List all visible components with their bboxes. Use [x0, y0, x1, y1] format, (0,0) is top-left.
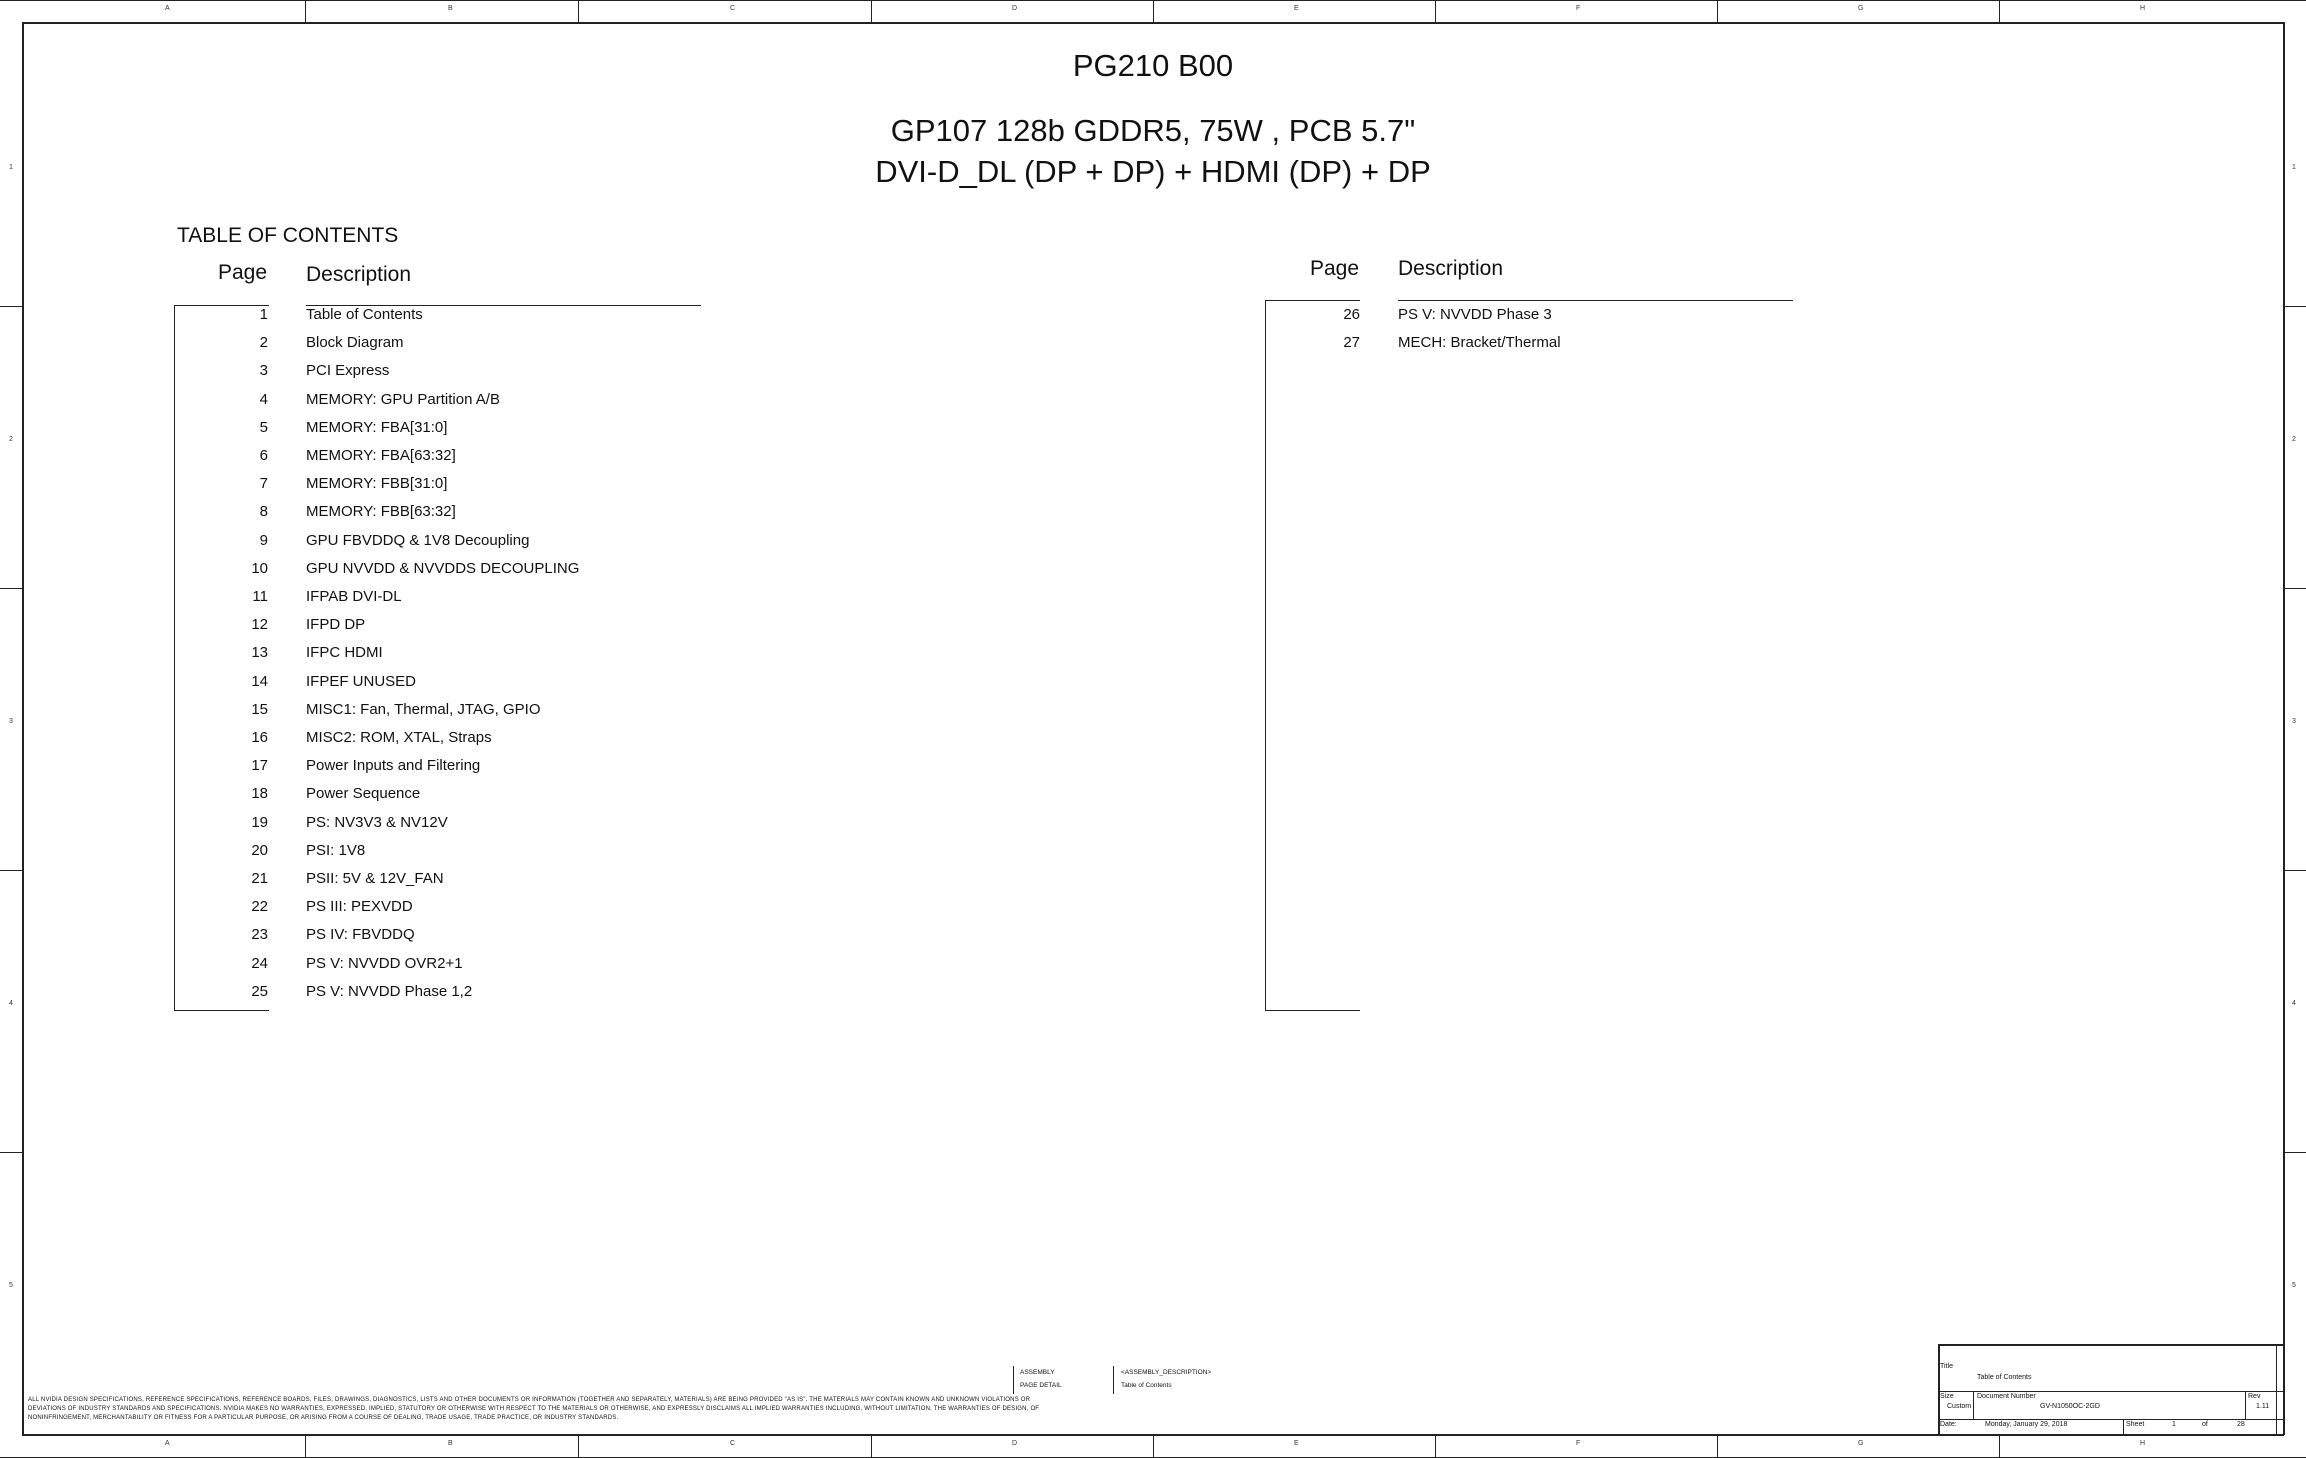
toc-description: MEMORY: GPU Partition A/B: [306, 390, 500, 408]
toc-description: Table of Contents: [306, 306, 423, 323]
toc-page-number: 7: [259, 475, 268, 493]
col-label: E: [1294, 5, 1299, 12]
size-value: Custom: [1947, 1403, 1972, 1410]
row-label: 3: [9, 718, 13, 725]
col-tick: [1717, 0, 1718, 22]
page-detail-label: PAGE DETAIL: [1020, 1382, 1062, 1389]
legal-disclaimer: ALL NVIDIA DESIGN SPECIFICATIONS, REFERENCE SPECIFICATIONS, REFERENCE BOARDS, FILES, DRAWINGS, DIAGNOSTICS, LISTS AND OTHER DOCUMENTS OR INFORMATION (TOGETHER AND SEPARATELY, MATERIALS) ARE BEING PROVIDED "AS IS". THE MATERIALS MAY CONTAIN KNOWN AND UNKNOWN VIOLATIONS OR DEVIATIONS OF INDUSTRY STANDARDS AND SPECIFICATIONS. NVIDIA MAKES NO WARRANTIES, EXPRESSED, IMPLIED, STATUTORY OR OTHERWISE WITH RESPECT TO THE MATERIALS OR OTHERWISE, AND EXPRESSLY DISCLAIMS ALL IMPLIED WARRANTIES INCLUDING, WITHOUT LIMITATION, THE WARRANTIES OF DESIGN, OF NONINFRINGEMENT, MERCHANTABILITY OR FITNESS FOR A PARTICULAR PURPOSE, OR ARISING FROM A COURSE OF DEALING, TRADE USAGE, TRADE PRACTICE, OR INDUSTRY STANDARDS.: [28, 1397, 1040, 1421]
toc-page-number: 14: [251, 672, 268, 690]
toc-page-number: 20: [251, 841, 268, 859]
toc-page-number: 11: [252, 588, 268, 605]
toc-description-header: Description: [1398, 257, 1504, 280]
title-block-rule: [1938, 1344, 2283, 1346]
row-label: 2: [9, 436, 13, 443]
toc-page-number: 17: [251, 757, 268, 775]
col-tick: [1435, 1435, 1436, 1457]
date-label: Date:: [1940, 1421, 1957, 1428]
toc-description: PS IV: FBVDDQ: [306, 926, 415, 944]
row-label: 2: [2292, 436, 2296, 443]
toc-page-number: 12: [251, 616, 268, 634]
col-tick: [871, 0, 872, 22]
toc-description: PS V: NVVDD Phase 3: [1398, 306, 1552, 323]
toc-page-number: 2: [259, 334, 268, 352]
row-label: 5: [2292, 1282, 2296, 1289]
toc-page-number: 19: [251, 813, 268, 831]
toc-right-border: [1265, 300, 1266, 1010]
col-tick: [1153, 0, 1154, 22]
toc-heading: TABLE OF CONTENTS: [177, 224, 399, 247]
col-tick: [1999, 0, 2000, 22]
page-title: PG210 B00: [1072, 48, 1234, 83]
toc-page-number: 1: [259, 306, 268, 323]
assembly-value: <ASSEMBLY_DESCRIPTION>: [1121, 1369, 1212, 1376]
toc-right-page-rule: [1265, 300, 1360, 301]
toc-page-number: 18: [251, 785, 268, 803]
toc-description: MISC1: Fan, Thermal, JTAG, GPIO: [306, 700, 541, 718]
toc-description: MISC2: ROM, XTAL, Straps: [306, 729, 492, 746]
col-label: A: [165, 1440, 170, 1447]
toc-description: PSI: 1V8: [306, 841, 366, 859]
toc-page-number: 24: [251, 954, 268, 972]
row-label: 1: [2292, 164, 2296, 171]
col-label: H: [2140, 5, 2146, 12]
col-tick: [1999, 1435, 2000, 1457]
frame-inner-right: [2283, 22, 2285, 1435]
toc-description: MEMORY: FBA[63:32]: [306, 447, 456, 464]
toc-description-header: Description: [306, 263, 412, 286]
col-tick: [305, 0, 306, 22]
toc-page-number: 16: [251, 729, 268, 746]
col-label: F: [1576, 5, 1581, 12]
row-label: 1: [9, 164, 13, 171]
title-block-rule: [2245, 1391, 2246, 1419]
col-tick: [1717, 1435, 1718, 1457]
size-label: Size: [1940, 1393, 1954, 1400]
assembly-divider: [1013, 1366, 1014, 1394]
title-block-rule: [2123, 1419, 2124, 1434]
assembly-divider: [1113, 1366, 1114, 1394]
of-label: of: [2202, 1421, 2208, 1428]
toc-right-bottom-rule: [1265, 1010, 1360, 1011]
toc-page-number: 21: [251, 870, 268, 887]
row-tick: [2284, 306, 2306, 307]
title-label: Title: [1940, 1363, 1953, 1370]
title-value: Table of Contents: [1977, 1374, 2032, 1381]
toc-description: IFPD DP: [306, 616, 366, 634]
title-block-rule: [1938, 1391, 2283, 1392]
toc-description: PS III: PEXVDD: [306, 898, 413, 916]
toc-page-number: 23: [251, 926, 268, 944]
col-tick: [578, 1435, 579, 1457]
toc-left-border: [174, 305, 175, 1010]
toc-left-bottom-rule: [174, 1010, 269, 1011]
sheet-value: 1: [2172, 1421, 2176, 1428]
toc-description: IFPAB DVI-DL: [306, 588, 402, 605]
toc-description: Power Sequence: [306, 785, 421, 803]
title-block-rule: [2276, 1344, 2277, 1434]
toc-description: IFPEF UNUSED: [306, 672, 417, 690]
col-label: E: [1294, 1440, 1299, 1447]
row-tick: [2284, 1152, 2306, 1153]
toc-page-number: 25: [251, 982, 268, 1000]
col-label: C: [730, 1440, 736, 1447]
document-number-label: Document Number: [1977, 1393, 2036, 1400]
rev-value: 1.11: [2256, 1403, 2270, 1410]
toc-page-number: 27: [1343, 334, 1360, 352]
document-number-value: GV-N1050OC-2GD: [2040, 1403, 2100, 1410]
toc-description: PCI Express: [306, 362, 390, 380]
date-value: Monday, January 29, 2018: [1985, 1421, 2068, 1428]
col-label: D: [1012, 1440, 1018, 1447]
toc-page-number: 26: [1343, 306, 1360, 323]
frame-inner-top: [22, 22, 2284, 24]
col-label: G: [1858, 5, 1864, 12]
col-tick: [578, 0, 579, 22]
toc-description: PSII: 5V & 12V_FAN: [306, 870, 444, 887]
col-label: B: [448, 1440, 453, 1447]
toc-page-number: 15: [251, 700, 268, 718]
toc-description: Power Inputs and Filtering: [306, 757, 481, 775]
col-label: B: [448, 5, 453, 12]
toc-description: MEMORY: FBA[31:0]: [306, 418, 448, 436]
col-tick: [305, 1435, 306, 1457]
row-tick: [2284, 870, 2306, 871]
row-label: 5: [9, 1282, 13, 1289]
board-spec-line: GP107 128b GDDR5, 75W , PCB 5.7": [890, 113, 1416, 148]
toc-page-header: Page: [1310, 257, 1360, 280]
col-label: F: [1576, 1440, 1581, 1447]
toc-page-number: 13: [251, 644, 268, 662]
toc-description: MECH: Bracket/Thermal: [1398, 334, 1561, 352]
title-block-rule: [1973, 1391, 1974, 1419]
row-label: 4: [2292, 1000, 2296, 1007]
col-label: A: [165, 5, 170, 12]
row-tick: [0, 588, 22, 589]
toc-page-number: 10: [251, 559, 268, 577]
toc-description: MEMORY: FBB[31:0]: [306, 475, 448, 493]
toc-description: IFPC HDMI: [306, 644, 383, 662]
col-tick: [1435, 0, 1436, 22]
toc-description: PS V: NVVDD Phase 1,2: [306, 982, 473, 1000]
toc-description: PS: NV3V3 & NV12V: [306, 813, 448, 831]
row-tick: [0, 870, 22, 871]
row-tick: [0, 1152, 22, 1153]
col-tick: [871, 1435, 872, 1457]
col-label: H: [2140, 1440, 2146, 1447]
toc-page-number: 4: [259, 390, 268, 408]
toc-page-number: 3: [259, 362, 268, 380]
title-block-rule: [1938, 1419, 2283, 1420]
toc-page-number: 22: [251, 898, 268, 916]
assembly-label: ASSEMBLY: [1020, 1369, 1055, 1376]
col-label: D: [1012, 5, 1018, 12]
toc-description: GPU NVVDD & NVVDDS DECOUPLING: [306, 559, 580, 577]
row-tick: [0, 306, 22, 307]
toc-description: Block Diagram: [306, 334, 404, 352]
toc-right-desc-rule: [1398, 300, 1793, 301]
col-label: C: [730, 5, 736, 12]
frame-inner-left: [22, 22, 24, 1435]
toc-page-number: 6: [259, 447, 268, 464]
toc-description: GPU FBVDDQ & 1V8 Decoupling: [306, 531, 530, 549]
toc-page-number: 9: [259, 531, 268, 549]
toc-description: MEMORY: FBB[63:32]: [306, 503, 456, 521]
output-config-line: DVI-D_DL (DP + DP) + HDMI (DP) + DP: [875, 154, 1431, 189]
of-value: 28: [2237, 1421, 2245, 1428]
col-label: G: [1858, 1440, 1864, 1447]
toc-page-number: 8: [259, 503, 268, 521]
page-detail-value: Table of Contents: [1121, 1382, 1172, 1389]
col-tick: [1153, 1435, 1154, 1457]
sheet-label: Sheet: [2126, 1421, 2145, 1428]
toc-description: PS V: NVVDD OVR2+1: [306, 954, 463, 972]
toc-page-number: 5: [259, 418, 268, 436]
row-tick: [2284, 588, 2306, 589]
row-label: 4: [9, 1000, 13, 1007]
toc-page-header: Page: [218, 261, 268, 284]
row-label: 3: [2292, 718, 2296, 725]
rev-label: Rev: [2248, 1393, 2261, 1400]
